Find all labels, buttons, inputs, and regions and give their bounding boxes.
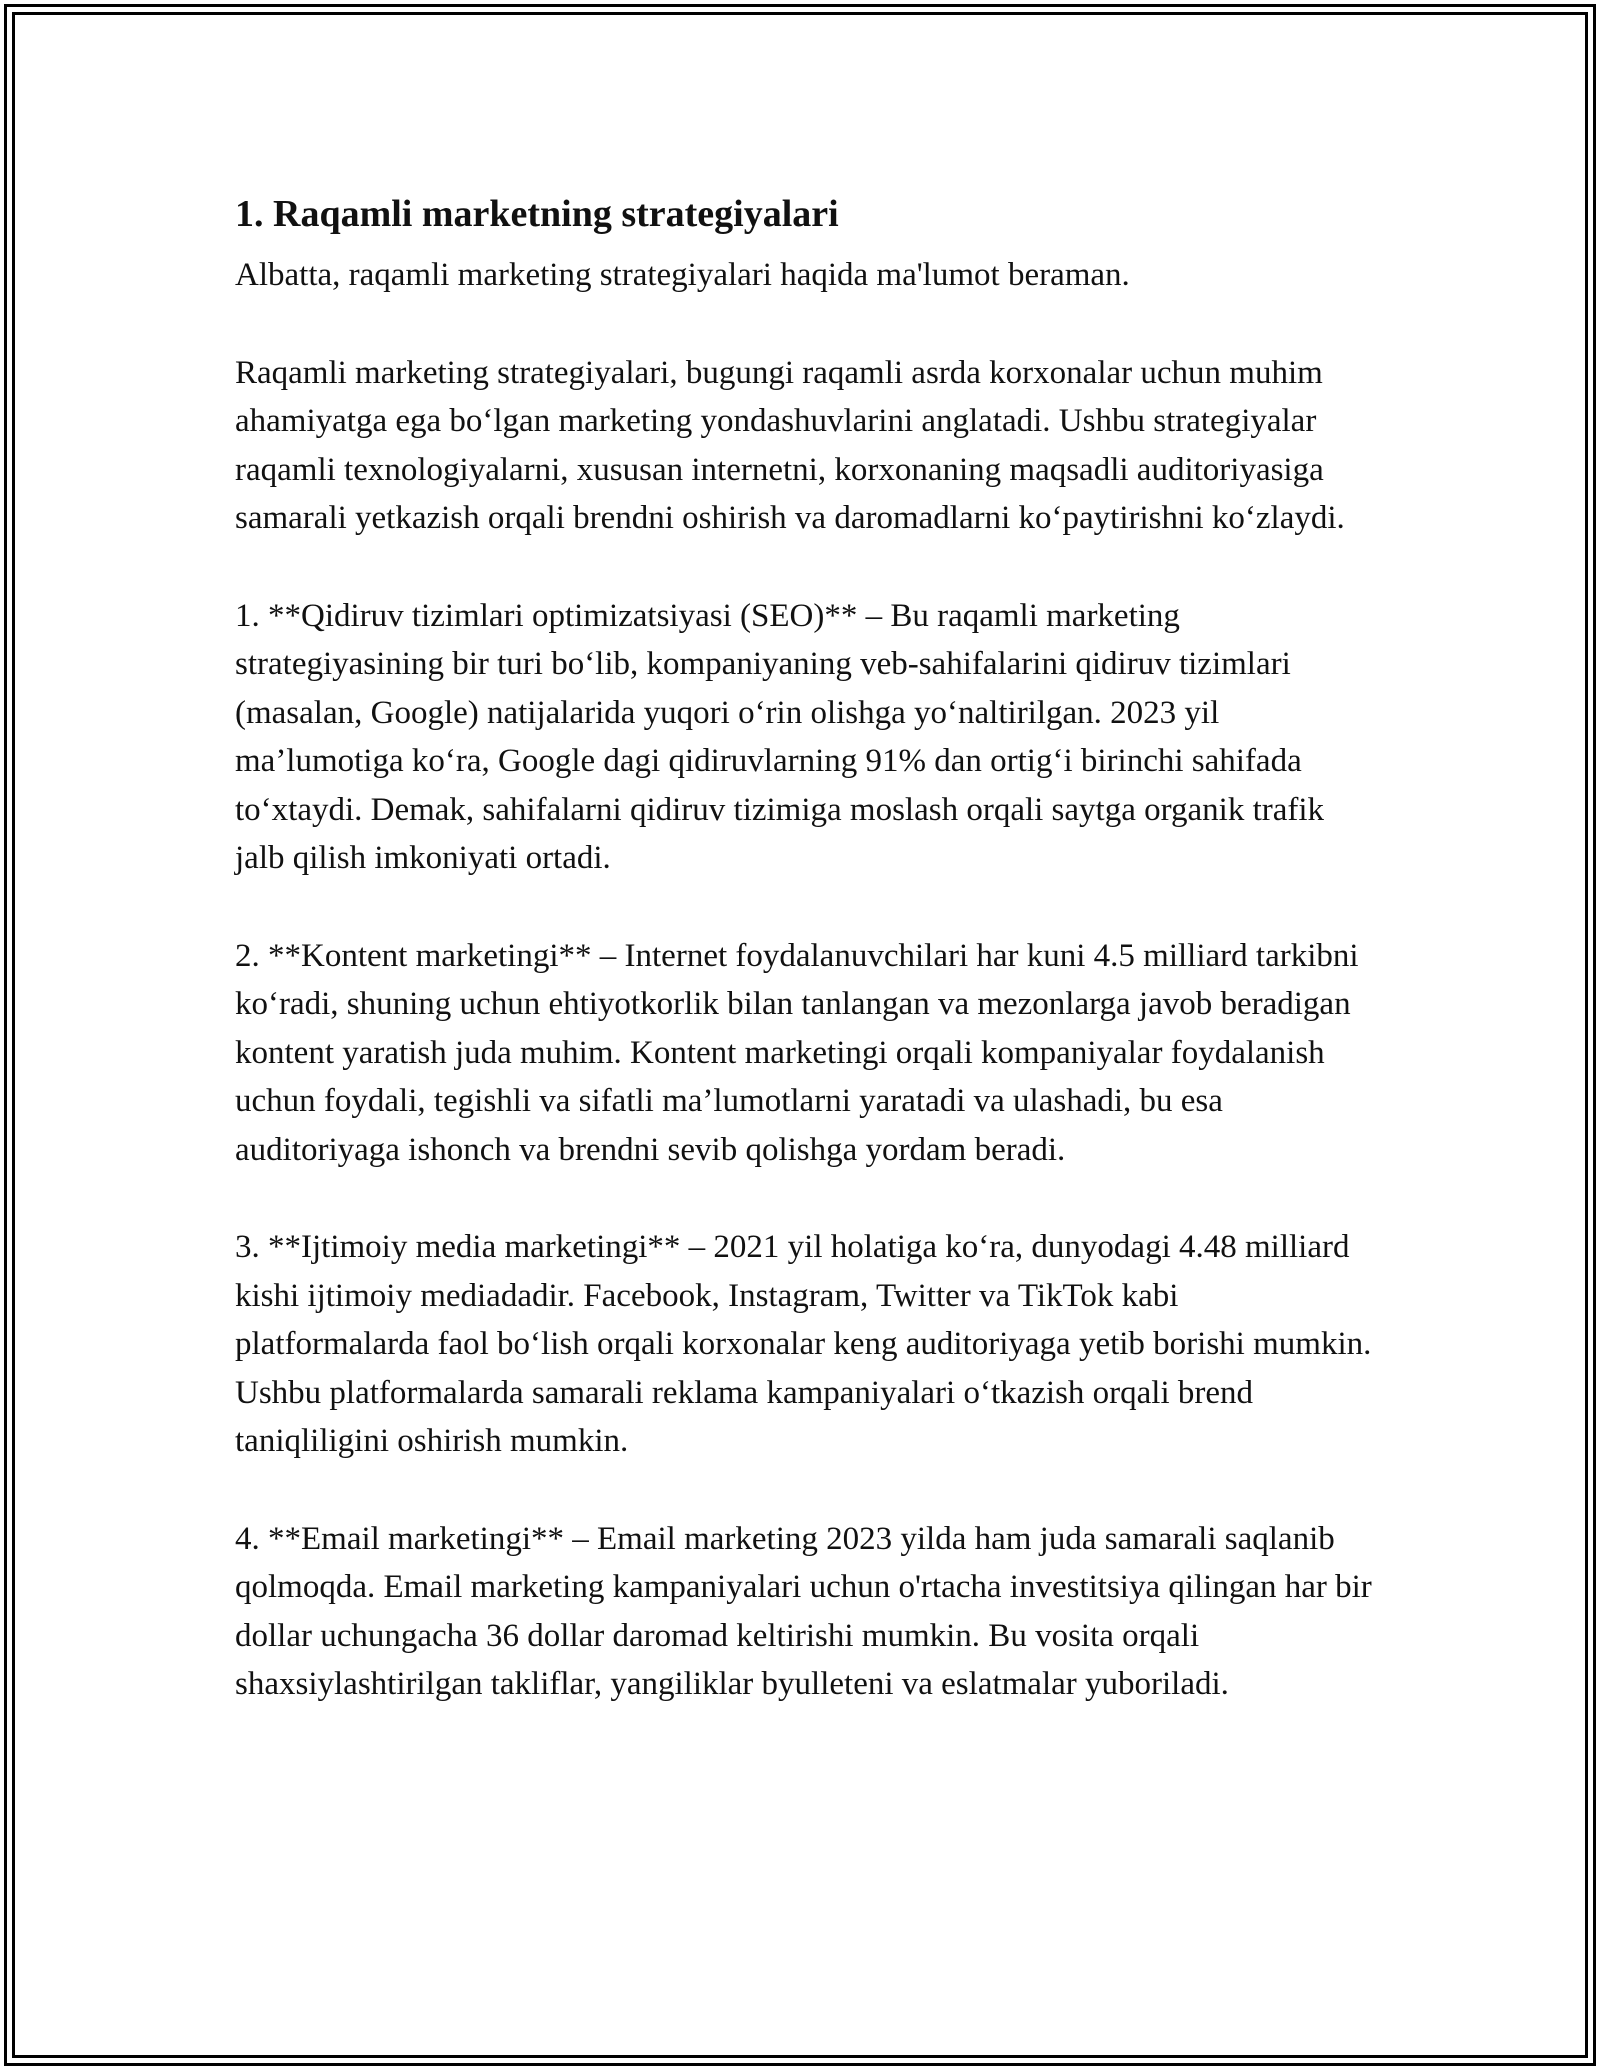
social-media-paragraph: 3. **Ijtimoiy media marketingi** – 2021 yil holatiga ko‘ra, dunyodagi 4.48 milliard kishi ijtimoiy mediadadir. Facebook, Instagram, Twitter va TikTok kabi platformalarda faol bo‘lish orqali korxonalar keng auditoriyaga yetib borishi mumkin. Ushbu platformalarda samarali reklama kampaniyalari o‘tkazish orqali brend taniqliligini oshirish mumkin. bbox=[235, 1229, 1372, 1459]
overview-paragraph: Raqamli marketing strategiyalari, bugungi raqamli asrda korxonalar uchun muhim ahamiyatga ega bo‘lgan marketing yondashuvlarini anglatadi. Ushbu strategiyalar raqamli texnologiyalarni, xususan internetni, korxonaning maqsadli auditoriyasiga samarali yetkazish orqali brendni oshirish va daromadlarni ko‘paytirishni ko‘zlaydi. bbox=[235, 354, 1345, 536]
email-marketing-paragraph: 4. **Email marketingi** – Email marketing 2023 yilda ham juda samarali saqlanib qolmoqda. Email marketing kampaniyalari uchun o'rtacha investitsiya qilingan har bir dollar uchungacha 36 dollar daromad keltirishi mumkin. Bu vosita orqali shaxsiylashtirilgan takliflar, yangiliklar byulleteni va eslatmalar yuboriladi. bbox=[235, 1520, 1372, 1702]
document-body bbox=[235, 185, 1375, 1709]
document-title: 1. Raqamli marketning strategiyalari bbox=[235, 193, 839, 235]
content-marketing-paragraph: 2. **Kontent marketingi** – Internet foydalanuvchilari har kuni 4.5 milliard tarkibni ko‘radi, shuning uchun ehtiyotkorlik bilan tanlangan va mezonlarga javob beradigan kontent yaratish juda muhim. Kontent marketingi orqali kompaniyalar foydalanish uchun foydali, tegishli va sifatli ma’lumotlarni yaratadi va ulashadi, bu esa auditoriyaga ishonch va brendni sevib qolishga yordam beradi. bbox=[235, 937, 1359, 1168]
intro-paragraph: Albatta, raqamli marketing strategiyalari haqida ma'lumot beraman. bbox=[235, 257, 1130, 293]
seo-paragraph: 1. **Qidiruv tizimlari optimizatsiyasi (SEO)** – Bu raqamli marketing strategiyasining bir turi bo‘lib, kompaniyaning veb-sahifalarini qidiruv tizimlari (masalan, Google) natijalarida yuqori o‘rin olishga yo‘naltirilgan. 2023 yil ma’lumotiga ko‘ra, Google dagi qidiruvlarning 91% dan ortig‘i birinchi sahifada to‘xtaydi. Demak, sahifalarni qidiruv tizimiga moslash orqali saytga organik trafik jalb qilish imkoniyati ortadi. bbox=[235, 597, 1325, 876]
